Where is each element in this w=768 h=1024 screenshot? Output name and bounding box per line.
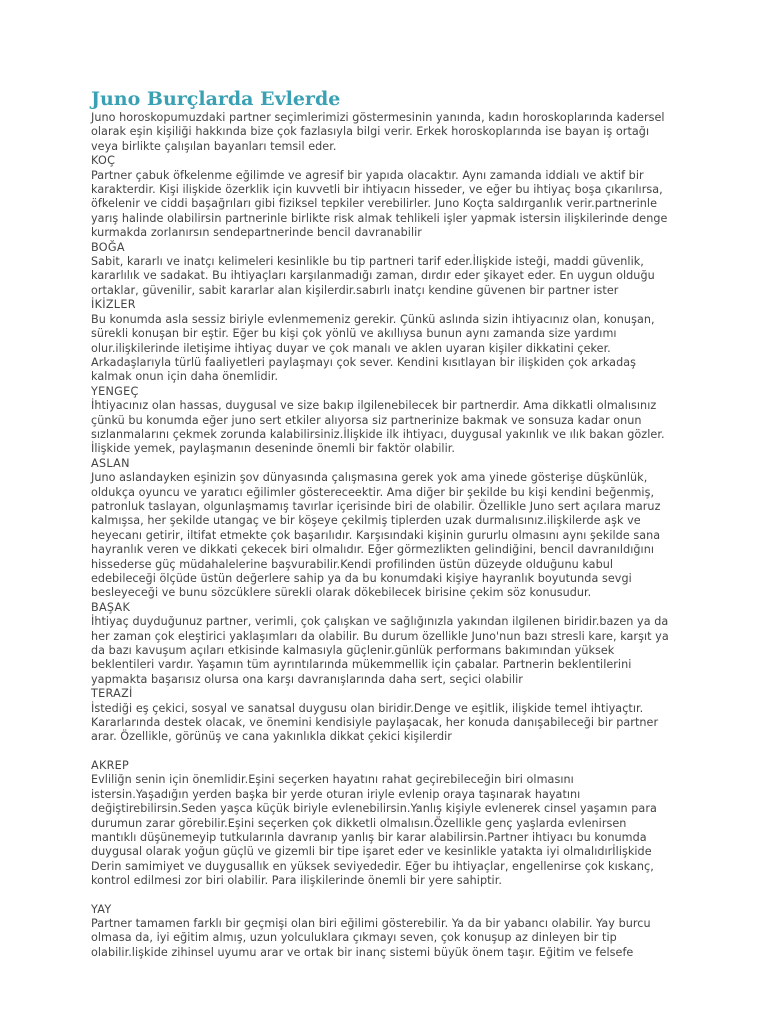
section-line: kurmakda zorlanırsın sendepartnerinde bencil davranabilir [91,226,422,240]
intro-paragraph [91,111,683,154]
document-title: Juno Burçlarda Evlerde [91,88,341,110]
section-body [91,399,683,457]
section-heading: ASLAN [91,456,130,470]
section-body [91,169,683,241]
section-line: kararlılık ve sadakat. Bu ihtiyaçları karşılanmadığı zaman, dırdır eder şikayet eder. En uygun olduğu [91,269,655,283]
section-line: İhtiyacınız olan hassas, duygusal ve size bakıp ilgilenebilecek bir partnerdir. Ama dikkatli olmalısınız [91,399,657,413]
section-line: Kararlarında destek olacak, ve önemini kendisiyle paylaşacak, her konuda danışabileceği bir partner [91,716,659,730]
intro-line: Juno horoskopumuzdaki partner seçimlerimizi göstermesinin yanında, kadın horoskoplarında kadersel [91,111,665,124]
section-line: Evliliğn senin için önemlidir.Eşini seçerken hayatını rahat geçirebileceğin biri olmasını [91,773,574,787]
section-line: heyecanı getirir, iltifat etmekte çok başarılıdır. Karşısındaki kişinin gururlu olmasını aynı şekilde sana [91,528,661,542]
section-body [91,773,683,888]
section-line: yarış halinde olabilirsin partnerinle birlikte risk almak tehlikeli işler yapmak istersin ilişkilerinde denge [91,211,668,225]
section-line: olur.ilişkilerinde iletişime ihtiyaç duyar ve çok manalı ve aklen uyaran kişiler dikkatini çeker. [91,341,611,355]
section-line: sızlanmalarını çekmek zorunda kalabilirsiniz.İlişkide ilk ihtiyacı, duygusal yakınlık ve ılık bakan gözler. [91,427,665,441]
section-line: Partner çabuk öfkelenme eğilimde ve agresif bir yapıda olacaktır. Aynı zamanda iddialı ve aktif bir [91,168,644,182]
section-line: mantıklı düşünemeyip tutkularınla davranıp yanlış bir karar alabilirsin.Partner ihtiyacı bu konumda [91,830,647,844]
section-line: ortaklar, güvenilir, sabit kararlar alan kişilerdir.sabırlı inatçı kendine güvenen bir partner ister [91,283,619,297]
section-heading: KOÇ [91,154,116,168]
section-line: Bu konumda asla sessiz biriyle evlenmemeniz gerekir. Çünkü aslında sizin ihtiyacınız olan, konuşan, [91,312,655,326]
section-heading: BOĞA [91,240,125,254]
section-line: hayranlık veren ve dikkati çekecek biri olmalıdır. Eğer görmezlikten gelindiğini, bencil davranıldığını [91,543,654,557]
section-line: olmasa da, iyi eğitim almış, uzun yolculuklara çıkmayı seven, çok konuşup az dinleyen bir tip [91,931,617,945]
section-line: Juno aslandayken eşinizin şov dünyasında çalışmasına gerek yok ama yinede gösterişe düşkünlük, [91,471,648,485]
section-body [91,917,683,960]
section-body [91,255,683,298]
section-line: öfkelenir ve ciddi başağrıları gibi fiziksel tepkiler verebilirler. Juno Koçta saldırganlık verir.partnerinle [91,197,658,211]
section-body [91,471,683,601]
section-line: kalmak onun için daha önemlidir. [91,370,279,384]
section-line: olabilir.lişkide zihinsel uyumu arar ve ortak bir inanç sistemi büyük önem taşır. Eğitim ve felsefe [91,945,634,959]
section-line: beklentileri vardır. Yaşamın tüm ayrıntılarında mükemmellik için çabalar. Partnerin beklentilerini [91,658,632,672]
section-0 [91,154,683,240]
section-line: yapmakta başarısız olursa ona karşı davranışlarında daha sert, seçici olabilir [91,672,523,686]
section-7 [91,759,683,889]
section-line: değiştirebilirsin.Seden yaşca küçük biriyle evlenebilirsin.Yanlış kişiyle evlenerek cinsel yaşamın para [91,802,657,816]
section-line: istersin.Yaşadığın yerden başka bir yerde oturan iriyle evlenip oraya taşınarak hayatını [91,787,581,801]
section-line: oldukça oyuncu ve yaratıcı eğilimler göstereceektir. Ama diğer bir şekilde bu kişi kendini beğenmiş, [91,485,655,499]
section-line: karakterdir. Kişi ilişkide özerklik için kuvvetli bir ihtiyacın hisseder, ve eğer bu ihtiyaç boşa çıkarılırsa, [91,183,663,197]
section-line: İhtiyaç duyduğunuz partner, verimli, çok çalışkan ve sağlığınızla yakından ilgilenen biridir.bazen ya da [91,615,669,629]
section-line: kalmışsa, her şekilde utangaç ve bir köşeye çekilmiş tiplerden uzak durmalısınız.ilişkilerde aşk ve [91,514,641,528]
section-heading: BAŞAK [91,600,131,614]
section-8 [91,903,683,961]
section-line: durumun zarar görebilir.Eşini seçerken çok dikketli olmalısın.Özellikle genç yaşlarda evlenirsen [91,816,627,830]
section-heading: YENGEÇ [91,384,139,398]
section-heading: YAY [91,902,112,916]
section-line: sürekli konuşan bir eştir. Eğer bu kişi çok yönlü ve akıllıysa bunun aynı zamanda size yardımı [91,327,617,341]
section-body [91,313,683,385]
section-line: Arkadaşlarıyla türlü faaliyetleri paylaşmayı çok sever. Kendini kısıtlayan bir ilişkiden çok arkadaş [91,355,637,369]
section-6 [91,687,683,745]
section-line: da bazı kavuşum açıları etkisinde kalmasıyla güçlenir.günlük performans bakımından yüksek [91,644,615,658]
section-line: hissederse güç müdahalelerine başvurabilir.Kendi profilinden üstün düzeyde olduğunu kabul [91,557,614,571]
section-3 [91,385,683,457]
section-line: besleyeceği ve bunu sözcüklere sürekli olarak dökebilecek birisine çekim söz konusudur. [91,586,592,600]
section-line: kontrol edilmesi zor biri olabilir. Para ilişkilerinde önemli bir yere sahiptir. [91,874,502,888]
section-heading: AKREP [91,758,130,772]
document-content [91,87,683,960]
section-line: arar. Özellikle, görünüş ve cana yakınlıkla dikkat çekici kişilerdir [91,730,452,744]
section-5 [91,601,683,687]
section-4 [91,457,683,601]
section-heading: İKİZLER [91,298,136,312]
section-body [91,702,683,745]
section-line: Sabit, kararlı ve inatçı kelimeleri kesinlikle bu tip partneri tarif eder.İlişkide isteği, maddi güvenlik, [91,255,644,269]
section-line: Derin samimiyet ve duygusallık en yüksek seviyededir. Eğer bu ihtiyaçlar, engellenirse çok kıskanç, [91,859,654,873]
section-line: her zaman çok eleştirici yaklaşımları da olabilir. Bu durum özellikle Juno'nun bazı stresli kare, karşıt ya [91,629,669,643]
section-line: Partner tamamen farklı bir geçmişi olan biri eğilimi gösterebilir. Ya da bir yabancı olabilir. Yay burcu [91,916,651,930]
section-heading: TERAZİ [91,687,133,701]
section-1 [91,241,683,299]
section-line: İlişkide yemek, paylaşmanın deseninde önemli bir faktör olabilir. [91,442,455,456]
section-body [91,615,683,687]
zodiac-sections [91,154,683,960]
section-line: İstediği eş çekici, sosyal ve sanatsal duygusu olan biridir.Denge ve eşitlik, ilişkide temel ihtiyaçtır. [91,701,644,715]
section-line: edebileceği ölçüde üstün değerlere sahip ya da bu konumdaki kişiye hayranlık boyutunda sevgi [91,572,632,585]
intro-line: veya birlikte çalışılan bayanları temsil eder. [91,139,337,153]
section-2 [91,298,683,384]
intro-line: olarak eşin kişiliği hakkında bize çok fazlasıyla bilgi verir. Erkek horoskoplarında ise bayan iş ortağı [91,125,650,139]
section-line: duygusal olarak yoğun güçlü ve gizemli bir tipe işaret eder ve kesinlikle yatakta iyi olmalıdırİlişkide [91,845,652,859]
section-line: çünkü bu konumda eğer juno sert etkiler alıyorsa siz partnerinize bakmak ve sonsuza kadar onun [91,413,642,427]
section-line: patronluk taslayan, olgunlaşmamış tavırlar içerisinde biri de olabilir. Özellikle Juno sert açılara maruz [91,499,661,513]
